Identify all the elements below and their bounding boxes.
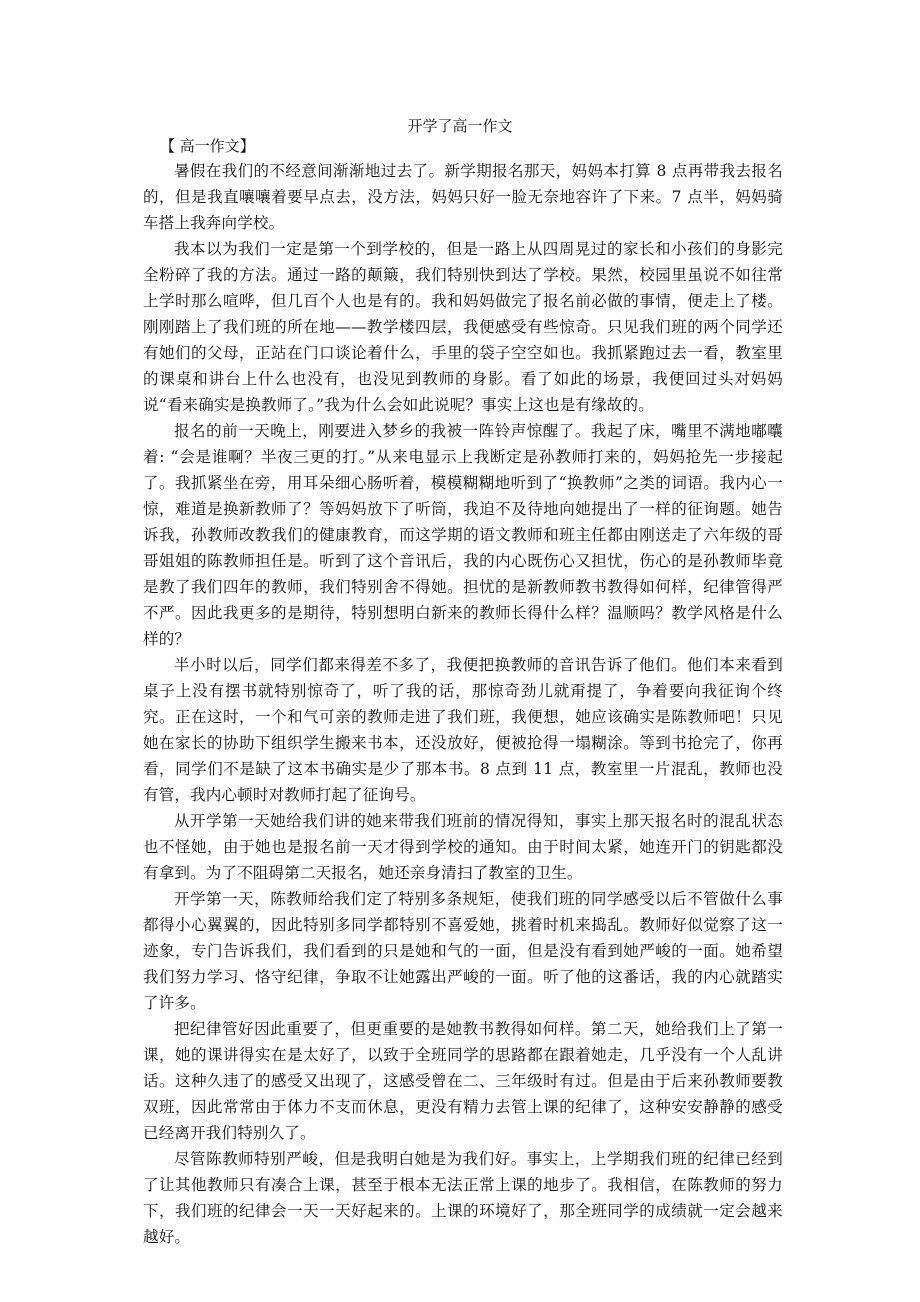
paragraph: 报名的前一天晚上，刚要进入梦乡的我被一阵铃声惊醒了。我起了床，嘴里不满地嘟囔着: “会是谁啊？半夜三更的打。”从来电显示上我断定是孙教师打来的，妈妈抢先一步接起了。我抓紧坐在旁，用耳朵细心肠听着，模模糊糊地听到了“换教师”之类的词语。我内心一惊，难道是换新教师了？等妈妈放下了听筒，我迫不及待地向她提出了一样的征询题。她告诉我，孙教师改教我们的健康教育，而这学期的语文教师和班主任都由刚送走了六年级的哥哥姐姐的陈教师担任是。听到了这个音讯后，我的内心既伤心又担忧，伤心的是孙教师毕竟是教了我们四年的教师，我们特别舍不得她。担忧的是新教师教书教得如何样，纪律管得严不严。因此我更多的是期待，特别想明白新来的教师长得什么样？温顺吗？教学风格是什么样的？ <box>143 422 783 648</box>
paragraph: 把纪律管好因此重要了，但更重要的是她教书教得如何样。第二天，她给我们上了第一课，她的课讲得实在是太好了，以致于全班同学的思路都在跟着她走，几乎没有一个人乱讲话。这种久违了的感受又出现了，这感受曾在二、三年级时有过。但是由于后来孙教师要教双班，因此常常由于体力不支而休息，更没有精力去管上课的纪律了，这种安安静静的感受已经离开我们特别久了。 <box>143 1020 783 1142</box>
paragraph: 暑假在我们的不经意间渐渐地过去了。新学期报名那天，妈妈本打算 8 点再带我去报名的，但是我直嚷嚷着要早点去，没方法，妈妈只好一脸无奈地容许了下来。7 点半，妈妈骑车搭上我奔向学校。 <box>143 162 783 232</box>
essay-body <box>143 158 783 1250</box>
paragraph: 从开学第一天她给我们讲的她来带我们班前的情况得知，事实上那天报名时的混乱状态也不怪她，由于她也是报名前一天才得到学校的通知。由于时间太紧，她连开门的钥匙都没有拿到。为了不阻碍第二天报名，她还亲身清扫了教室的卫生。 <box>143 812 783 882</box>
paragraph: 尽管陈教师特别严峻，但是我明白她是为我们好。事实上，上学期我们班的纪律已经到了让其他教师只有凑合上课，甚至于根本无法正常上课的地步了。我相信，在陈教师的努力下，我们班的纪律会一天一天好起来的。上课的环境好了，那全班同学的成绩就一定会越来越好。 <box>143 1150 783 1246</box>
category-tag: 【 高一作文】 <box>160 137 255 155</box>
document-title: 开学了高一作文 <box>407 117 513 135</box>
paragraph: 半小时以后，同学们都来得差不多了，我便把换教师的音讯告诉了他们。他们本来看到桌子上没有摆书就特别惊奇了，听了我的话，那惊奇劲儿就甭提了，争着要向我征询个终究。正在这时，一个和气可亲的教师走进了我们班，我便想，她应该确实是陈教师吧！只见她在家长的协助下组织学生搬来书本，还没放好，便被抢得一塌糊涂。等到书抢完了，你再看，同学们不是缺了这本书确实是少了那本书。8 点到 11 点，教室里一片混乱，教师也没有管，我内心顿时对教师打起了征询号。 <box>143 656 783 804</box>
paragraph: 我本以为我们一定是第一个到学校的，但是一路上从四周晃过的家长和小孩们的身影完全粉碎了我的方法。通过一路的颠簸，我们特别快到达了学校。果然，校园里虽说不如往常上学时那么喧哗，但几百个人也是有的。我和妈妈做完了报名前必做的事情，便走上了楼。刚刚踏上了我们班的所在地——教学楼四层，我便感受有些惊奇。只见我们班的两个同学还有她们的父母，正站在门口谈论着什么，手里的袋子空空如也。我抓紧跑过去一看，教室里的课桌和讲台上什么也没有，也没见到教师的身影。看了如此的场景，我便回过头对妈妈说“看来确实是换教师了。”我为什么会如此说呢？事实上这也是有缘故的。 <box>143 240 783 414</box>
paragraph: 开学第一天，陈教师给我们定了特别多条规矩，使我们班的同学感受以后不管做什么事都得小心翼翼的，因此特别多同学都特别不喜爱她，挑着时机来捣乱。教师好似觉察了这一迹象，专门告诉我们，我们看到的只是她和气的一面，但是没有看到她严峻的一面。她希望我们努力学习、恪守纪律，争取不让她露出严峻的一面。听了他的这番话，我的内心就踏实了许多。 <box>143 890 783 1012</box>
